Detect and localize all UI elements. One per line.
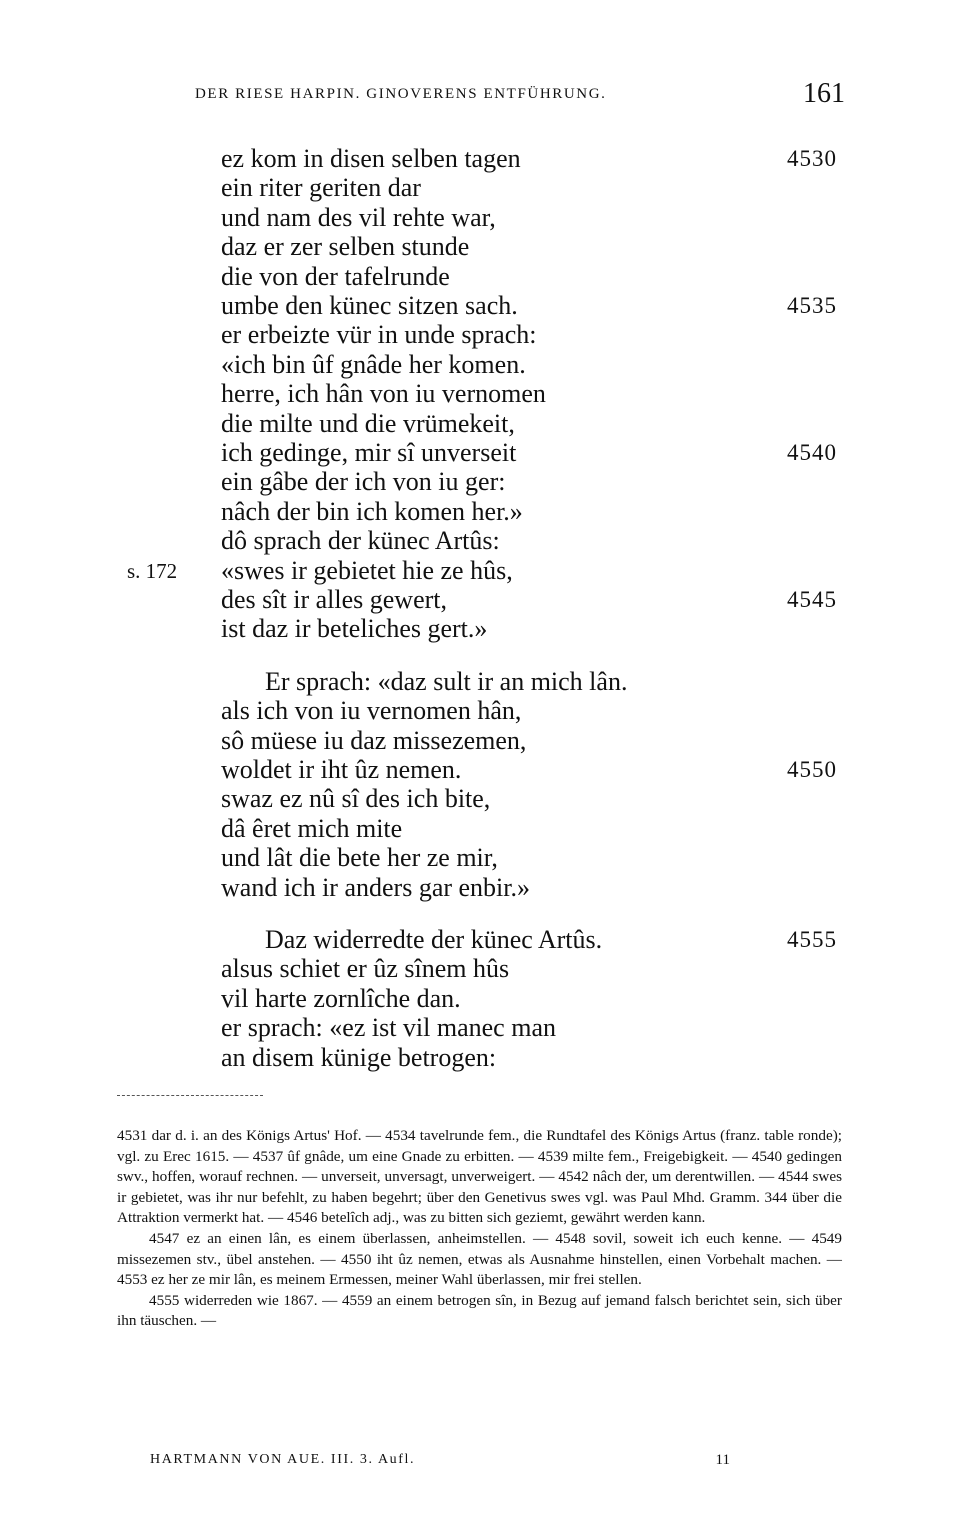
margin-reference: s. 172 (127, 558, 178, 583)
verse-line (0, 350, 960, 379)
page-number: 161 (803, 78, 845, 109)
verse-text: ein gâbe der ich von iu ger: (221, 467, 506, 497)
verse-text: vil harte zornlîche dan. (221, 983, 461, 1013)
verse-text: ich gedinge, mir sî unverseit (221, 438, 517, 467)
verse-text: an disem künige betrogen: (221, 1042, 497, 1072)
running-head-title: DER RIESE HARPIN. GINOVERENS ENTFÜHRUNG. (195, 86, 607, 102)
verse-text: umbe den künec sitzen sach. (221, 291, 518, 320)
verse-line (0, 526, 960, 555)
footnotes (117, 1126, 842, 1332)
verse-line (0, 556, 960, 585)
verse-text: wand ich ir anders gar enbir.» (221, 872, 531, 902)
verse-text: er erbeizte vür in unde sprach: (221, 320, 537, 350)
verse-line (0, 320, 960, 349)
line-number: 4555 (787, 927, 837, 952)
verse-text: und nam des vil rehte war, (221, 202, 496, 232)
verse-line (0, 925, 960, 954)
verse-text: swaz ez nû sî des ich bite, (221, 784, 491, 814)
footnote-paragraph: 4555 widerreden wie 1867. — 4559 an einem betrogen sîn, in Bezug auf jemand falsch berichtet sein, sich über ihn täuschen. — (117, 1291, 842, 1330)
verse-line (0, 954, 960, 983)
verse-line (0, 814, 960, 843)
verse-line (0, 262, 960, 291)
verse-text: Er sprach: «daz sult ir an mich lân. (265, 666, 628, 696)
line-number: 4535 (787, 293, 837, 318)
verse-line (0, 173, 960, 202)
verse-text: «ich bin ûf gnâde her komen. (221, 349, 526, 379)
verse-text: nâch der bin ich komen her.» (221, 496, 523, 526)
verse-line (0, 614, 960, 643)
verse-line (0, 984, 960, 1013)
verse-line (0, 1043, 960, 1072)
line-number: 4530 (787, 146, 837, 171)
verse-text: woldet ir iht ûz nemen. (221, 755, 462, 784)
verse-line (0, 1013, 960, 1042)
verse-line (0, 438, 960, 467)
verse-text: und lât die bete her ze mir, (221, 843, 498, 873)
verse-text: sô müese iu daz missezemen, (221, 725, 527, 755)
verse-line (0, 497, 960, 526)
verse-line (0, 667, 960, 696)
verse-text: des sît ir alles gewert, (221, 585, 447, 614)
footnote-paragraph: 4547 ez an einen lân, es einem überlassen, anheimstellen. — 4548 sovil, soweit ich euch kenne. — 4549 missezemen stv., übel anstehen. — 4550 iht ûz nemen, etwas als Ausnahme hinstellen, einen Vorbehalt machen. — 4553 ez her ze mir lân, es meinem Ermessen, meiner Wahl überlassen, mir frei stellen. (117, 1229, 842, 1289)
verse-text: «swes ir gebietet hie ze hûs, (221, 555, 513, 585)
verse-text: dô sprach der künec Artûs: (221, 526, 500, 556)
verse-text: er sprach: «ez ist vil manec man (221, 1013, 556, 1043)
verse-line (0, 232, 960, 261)
verse-line (0, 291, 960, 320)
verse-line (0, 755, 960, 784)
verse-line (0, 144, 960, 173)
verse-line (0, 409, 960, 438)
signature-mark: 11 (715, 1452, 730, 1468)
verse-text: ez kom in disen selben tagen (221, 144, 521, 173)
footer-author: HARTMANN VON AUE. III. 3. Aufl. (150, 1452, 416, 1467)
verse-line (0, 696, 960, 725)
verse-text: die milte und die vrümekeit, (221, 408, 515, 438)
line-number: 4540 (787, 440, 837, 465)
verse-text: herre, ich hân von iu vernomen (221, 379, 546, 409)
verse-text: ist daz ir beteliches gert.» (221, 614, 488, 644)
footnote-separator (117, 1095, 263, 1096)
footnote-paragraph: 4531 dar d. i. an des Königs Artus' Hof. — 4534 tavelrunde fem., die Rundtafel des Königs Artus (franz. table ronde); vgl. zu Erec 1615. — 4537 ûf gnâde, um eine Gnade zu erbitten. — 4539 milte fem., Freigebigkeit. — 4540 gedingen swv., hoffen, worauf rechnen. — unverseit, unversagt, unverweigert. — 4542 nâch der, um derentwillen. — 4544 swes ir gebietet, was ihr nur befehlt, zu haben begehrt; über den Genetivus swes vgl. was Paul Mhd. Gramm. 344 über die Attraktion vermerkt hat. — 4546 betelîch adj., was zu bitten sich geziemt, gewährt werden kann. (117, 1127, 842, 1227)
verse-line (0, 843, 960, 872)
verse-line (0, 726, 960, 755)
verse-text: die von der tafelrunde (221, 261, 450, 291)
verse-text: daz er zer selben stunde (221, 232, 470, 262)
verse-text: als ich von iu vernomen hân, (221, 696, 522, 726)
verse-line (0, 203, 960, 232)
verse-line (0, 784, 960, 813)
line-number: 4545 (787, 587, 837, 612)
line-number: 4550 (787, 757, 837, 782)
verse-text: Daz widerredte der künec Artûs. (265, 925, 603, 954)
verse-line (0, 585, 960, 614)
running-head (195, 80, 845, 110)
page-footer (150, 1452, 730, 1472)
verse-line (0, 467, 960, 496)
verse-text: ein riter geriten dar (221, 173, 421, 203)
verse-line (0, 379, 960, 408)
verse-text: alsus schiet er ûz sînem hûs (221, 954, 510, 984)
verse-text: dâ êret mich mite (221, 813, 403, 843)
verse-line (0, 873, 960, 902)
